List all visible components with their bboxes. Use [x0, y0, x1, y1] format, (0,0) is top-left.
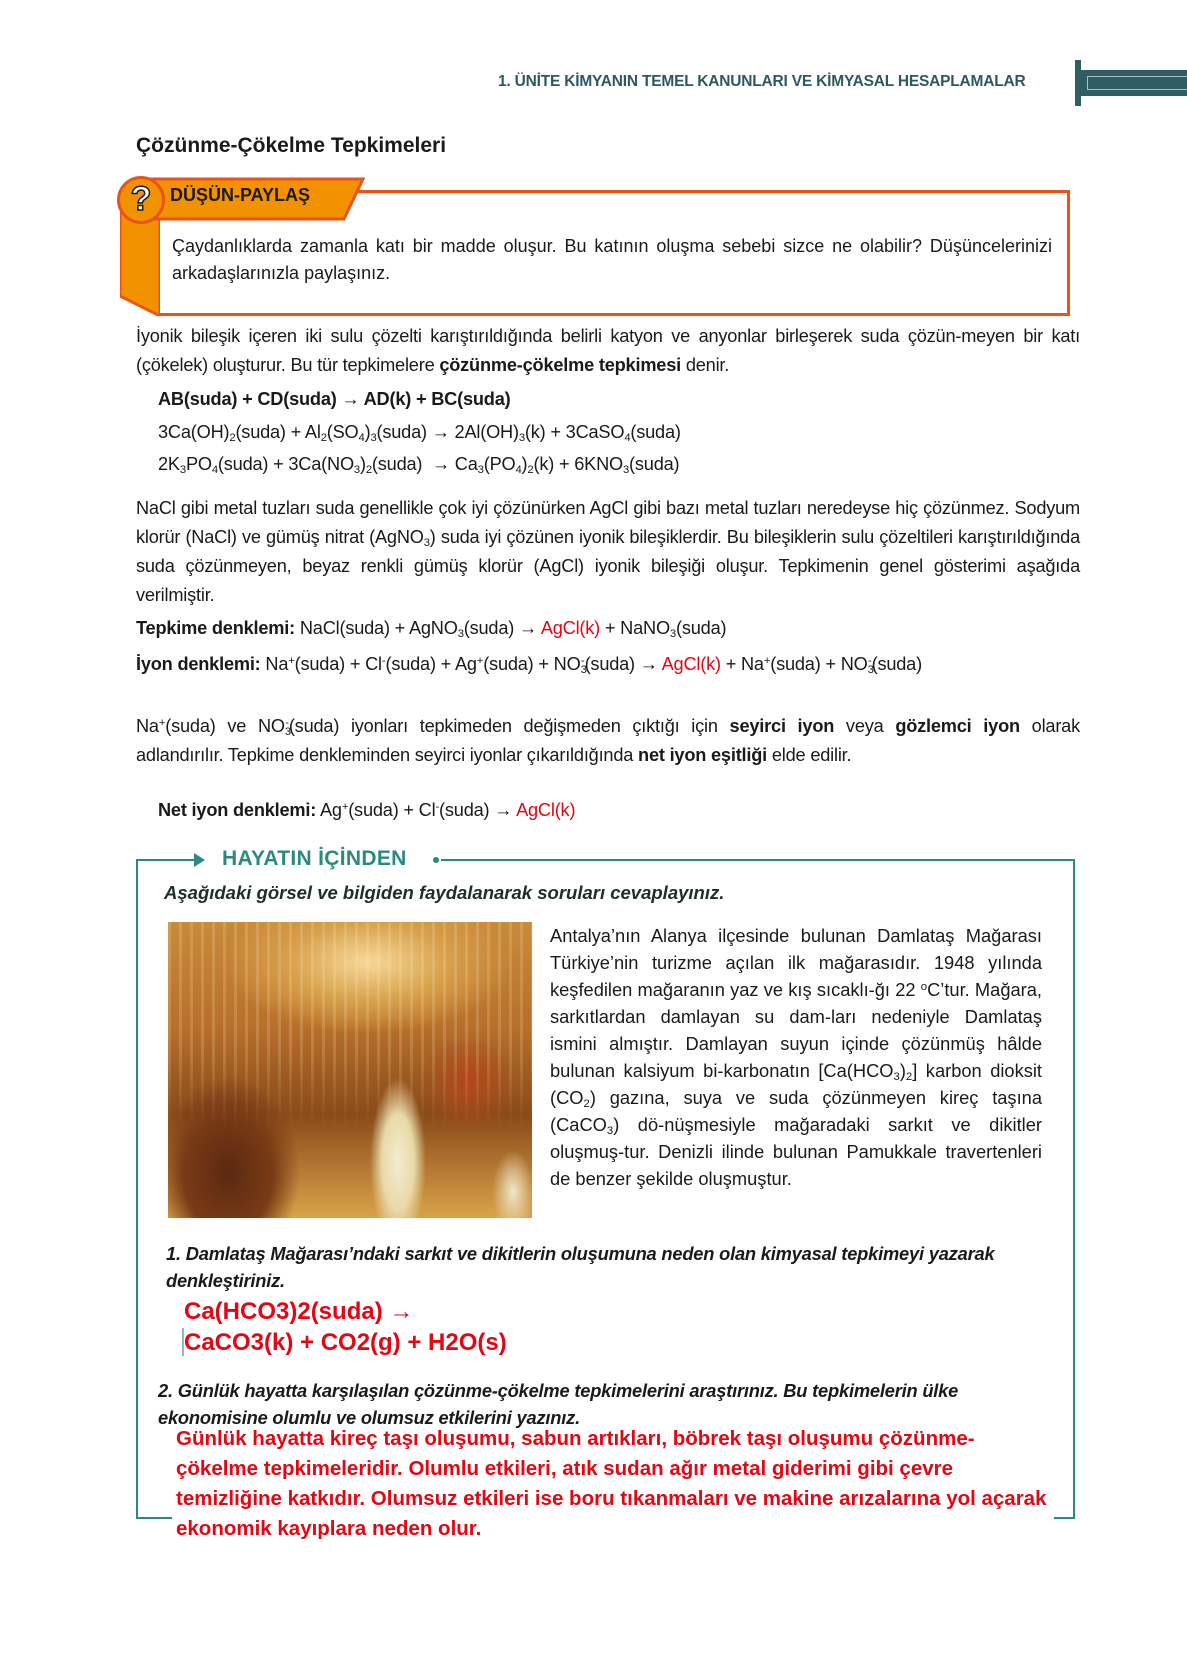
- intro-text-end: denir.: [680, 355, 730, 375]
- question-2: [158, 1377, 1048, 1431]
- equation-1: $3Ca(OH)_2(suda)$ + $Al_2(SO_4)_3(suda) \to 2Al(OH)_3(k)$ + 3CaSO$_4$(suda): [158, 422, 681, 444]
- frame-line: [136, 859, 196, 861]
- section-title: Çözünme-Çökelme Tepkimeleri: [136, 134, 447, 157]
- frame-line: [441, 859, 1075, 861]
- damlatas-cave-photo: [168, 922, 532, 1218]
- damlatas-description: Antalya’nın Alanya ilçesinde bulunan Damlataş Mağarası Türkiye’nin turizme açılan ilk mağarasıdır. 1948 yılında keşfedilen mağaranın yaz ve kış sıcaklı-ğı 22 $^o$C’tur. Mağara, sarkıtlardan damlayan su dam-ları nedeniyle Damlataş ismini almıştır. Damlayan suyun içinde çözünmüş hâlde bulunan kalsiyum bi-karbonatın $[Ca(HCO_3)_2]$ karbon dioksit $(CO_2)$ gazına, suya ve suda çözünmeyen kireç taşına (CaCO$_3$) dö-nüşmesiyle mağaradaki sarkıt ve dikitler oluşmuş-tur. Denizli ilinde bulunan Pamukkale travertenleri de benzer şekilde oluşmuştur.: [550, 925, 1043, 1189]
- dusun-paylas-label: DÜŞÜN-PAYLAŞ: [170, 185, 311, 205]
- intro-bold-term: çözünme-çökelme tepkimesi: [439, 355, 681, 375]
- iyon-label: İyon denklemi:: [136, 654, 261, 674]
- answer-1[interactable]: [184, 1296, 507, 1358]
- intro-text: İyonik bileşik içeren iki sulu çözelti karıştırıldığında belirli katyon ve anyonlar birleşerek suda çözün-meyen bir katı (çökelek) oluşturur. Bu tür tepkimelere: [136, 326, 1080, 375]
- precipitate-highlight: AgCl(k): [516, 800, 576, 820]
- question-text: Günlük hayatta karşılaşılan çözünme-çökelme tepkimelerini araştırınız. Bu tepkimelerin ülke ekonomisine olumlu ve olumsuz etkilerini yazınız.: [158, 1380, 959, 1428]
- general-equation: AB(suda) + CD(suda) → AD(k) + BC(suda): [158, 389, 511, 409]
- nacl-paragraph: NaCl gibi metal tuzları suda genellikle çok iyi çözünürken AgCl gibi bazı metal tuzları neredeyse hiç çözünmez. Sodyum klorür (NaCl) ve gümüş nitrat (AgNO$_3$) suda iyi çözünen iyonik bileşiklerdir. Bu bileşiklerin sulu çözeltileri karıştırıldığında suda çözünmeyen, beyaz renkli gümüş klorür (AgCl) iyonik bileşiği oluşur. Tepkimenin genel gösterimi aşağıda verilmiştir.: [136, 498, 1080, 605]
- answer-1-line-1: Ca(HCO3)2(suda) →: [184, 1298, 414, 1325]
- frame-line: [1054, 1517, 1075, 1519]
- question-number: 1.: [166, 1243, 181, 1264]
- precipitate-highlight: AgCl(k): [661, 654, 721, 674]
- frame-line: [1073, 859, 1075, 1519]
- net-iyon-label: Net iyon denklemi:: [158, 800, 317, 820]
- arrow-right-icon: [194, 853, 205, 867]
- question-number: 2.: [158, 1380, 173, 1401]
- question-1: [166, 1240, 1046, 1294]
- hayatin-icinden-instruction: Aşağıdaki görsel ve bilgiden faydalanarak soruları cevaplayınız.: [164, 882, 725, 903]
- question-text: Damlataş Mağarası’ndaki sarkıt ve dikitlerin oluşumuna neden olan kimyasal tepkimeyi yazarak denkleştiriniz.: [166, 1243, 995, 1291]
- precipitate-highlight: AgCl(k): [540, 618, 601, 638]
- text-cursor: [182, 1328, 184, 1356]
- question-mark-icon: ?: [117, 176, 165, 224]
- equation-2: $2K_3PO_4(suda)$ + $3Ca(NO_3)_2(suda) \to Ca_3(PO_4)_2(k)$ + $6KNO_3(suda)$: [158, 454, 680, 476]
- answer-2[interactable]: Günlük hayatta kireç taşı oluşumu, sabun artıkları, böbrek taşı oluşumu çözünme-çökelme tepkimeleridir. Olumlu etkileri, atık sudan ağır metal giderimi gibi çevre temizliğine katkıdır. Olumsuz etkileri ise boru tıkanmaları ve makine arızalarına yol açarak ekonomik kayıplara neden olur.: [176, 1427, 1047, 1540]
- frame-line: [136, 859, 138, 1519]
- tepkime-label: Tepkime denklemi:: [136, 618, 295, 638]
- spectator-paragraph: Na+(suda) ve $NO_3^-(suda)$ iyonları tepkimeden değişmeden çıktığı için seyirci iyon veya gözlemci iyon olarak adlandırılır. Tepkime denkleminden seyirci iyonlar çıkarıldığında net iyon eşitliği elde edilir.: [136, 716, 1080, 765]
- unit-tab-inner: [1087, 76, 1187, 90]
- dusun-paylas-text: Çaydanlıklarda zamanla katı bir madde oluşur. Bu katının oluşma sebebi sizce ne olabilir? Düşüncelerinizi arkadaşlarınızla paylaşınız.: [172, 236, 1052, 283]
- hayatin-icinden-title: HAYATIN İÇİNDEN: [222, 847, 407, 870]
- tepkime-denklemi: Tepkime denklemi: NaCl(suda) + AgNO$_3$(suda) → AgCl(k) + NaNO$_3$(suda): [136, 618, 727, 640]
- net-iyon-denklemi: Net iyon denklemi: Ag+(suda) + Cl-(suda) → AgCl(k): [158, 800, 576, 820]
- iyon-denklemi: İyon denklemi: Na+(suda) + Cl-(suda) + Ag+(suda) + $NO_3^-(suda)$ → AgCl(k) + Na+(suda) + $NO_3^-(suda)$: [136, 654, 922, 676]
- frame-line: [136, 1517, 172, 1519]
- answer-1-line-2: CaCO3(k) + CO2(g) + H2O(s): [184, 1329, 507, 1356]
- bullet-dot-icon: [433, 857, 439, 863]
- unit-title: 1. ÜNİTE KİMYANIN TEMEL KANUNLARI VE KİMYASAL HESAPLAMALAR: [498, 73, 1026, 90]
- intro-paragraph: [136, 322, 1080, 380]
